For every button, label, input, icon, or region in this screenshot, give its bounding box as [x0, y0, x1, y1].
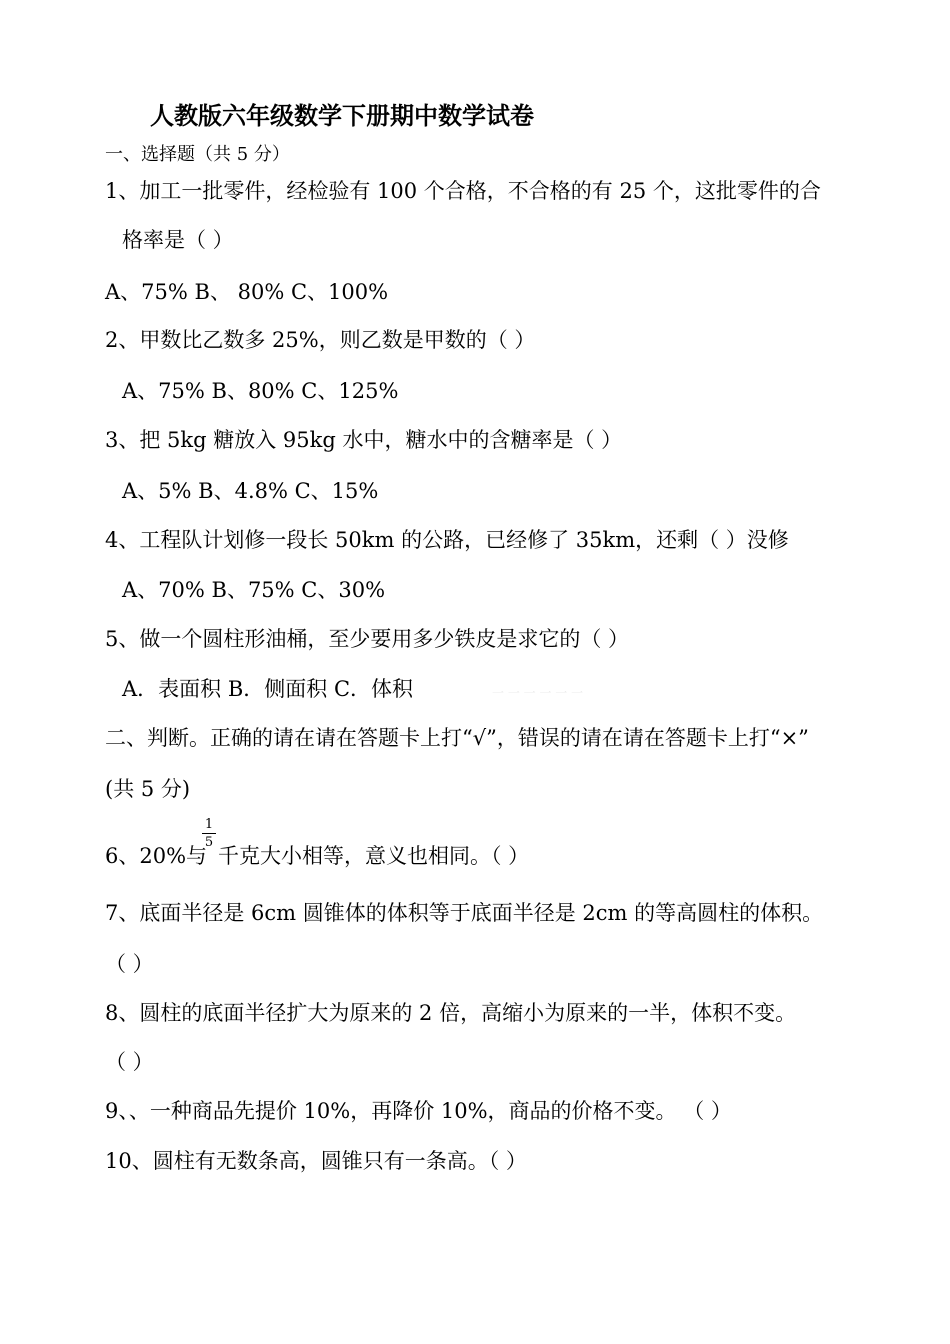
q6-fraction — [202, 818, 216, 850]
exam-title: 人教版六年级数学下册期中数学试卷 — [150, 102, 534, 130]
section2-heading-line1: 二、判断。正确的请在请在答题卡上打“√”，错误的请在请在答题卡上打“×” — [105, 726, 809, 750]
q8-line1: 8、圆柱的底面半径扩大为原来的 2 倍，高缩小为原来的一半，体积不变。 — [105, 1001, 797, 1025]
q4-options: A、70% B、75% C、30% — [122, 578, 386, 602]
q6-fraction-denominator: 5 — [204, 835, 214, 850]
q7-line2: （ ） — [105, 952, 154, 976]
q6-text-after: 千克大小相等，意义也相同。（ ） — [218, 844, 530, 868]
q3-text: 3、把 5kg 糖放入 95kg 水中，糖水中的含糖率是（ ） — [105, 428, 623, 452]
q2-options: A、75% B、80% C、125% — [122, 379, 399, 403]
q1-line2: 格率是（ ） — [122, 228, 234, 252]
q10-text: 10、圆柱有无数条高，圆锥只有一条高。（ ） — [105, 1149, 527, 1173]
section2-heading-line2: (共 5 分) — [105, 777, 191, 801]
q6-text-before: 6、20%与 — [105, 844, 208, 868]
q6-fraction-numerator: 1 — [204, 817, 214, 832]
q3-options: A、5% B、4.8% C、15% — [122, 479, 379, 503]
q5-options: A．表面积 B．侧面积 C．体积 — [122, 677, 414, 701]
watermark-text: 一 一 一 一 一 一 — [492, 686, 584, 700]
q9-text: 9、、一种商品先提价 10%，再降价 10%，商品的价格不变。 （ ） — [105, 1099, 732, 1123]
q4-text: 4、工程队计划修一段长 50km 的公路，已经修了 35km，还剩（ ）没修 — [105, 528, 789, 552]
q8-line2: （ ） — [105, 1050, 154, 1074]
q2-text: 2、甲数比乙数多 25%，则乙数是甲数的（ ） — [105, 328, 536, 352]
q6-fraction-bar — [202, 833, 216, 834]
q7-line1: 7、底面半径是 6cm 圆锥体的体积等于底面半径是 2cm 的等高圆柱的体积。 — [105, 901, 824, 925]
q1-options: A、75% B、 80% C、100% — [105, 280, 389, 304]
q5-text: 5、做一个圆柱形油桶，至少要用多少铁皮是求它的（ ） — [105, 627, 630, 651]
q1-line1: 1、加工一批零件，经检验有 100 个合格，不合格的有 25 个，这批零件的合 — [105, 179, 821, 203]
section1-heading: 一、选择题（共 5 分） — [105, 144, 290, 165]
